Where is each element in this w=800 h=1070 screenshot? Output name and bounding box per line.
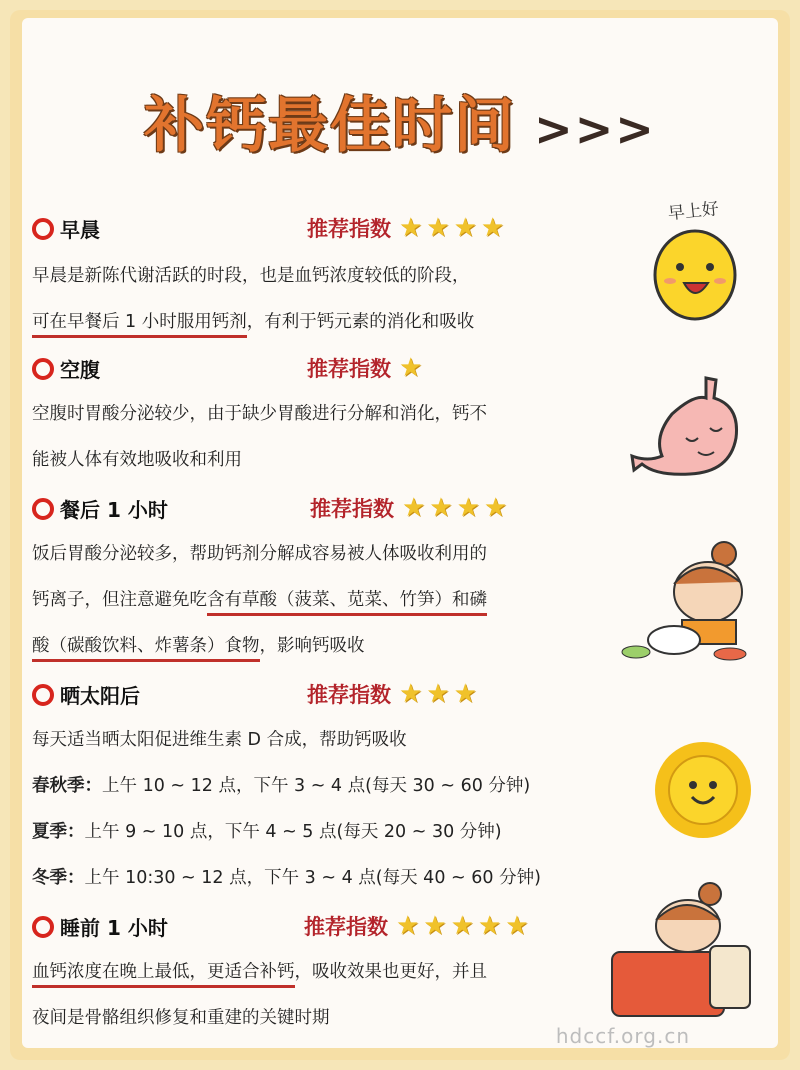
section-heading-empty-stomach: 空腹 (32, 354, 100, 383)
text-line: 冬季：上午 10:30 ~ 12 点，下午 3 ~ 4 点(每天 40 ~ 60 分钟) (32, 868, 541, 888)
star-rating-icon: ★★★ (399, 679, 481, 709)
text-line: 钙离子，但注意避免吃含有草酸（菠菜、苋菜、竹笋）和磷 (32, 586, 487, 611)
text-line: 血钙浓度在晚上最低，更适合补钙，吸收效果也更好，并且 (32, 958, 487, 983)
text-line: 酸（碳酸饮料、炸薯条）食物，影响钙吸收 (32, 632, 365, 657)
sun-icon (648, 735, 758, 845)
rating-sunbath: 推荐指数 ★★★ (307, 679, 481, 709)
girl-eating-icon (612, 540, 762, 670)
rating-bedtime: 推荐指数 ★★★★★ (304, 911, 533, 941)
page-title (0, 78, 800, 164)
text-line: 饭后胃酸分泌较多，帮助钙剂分解成容易被人体吸收利用的 (32, 544, 487, 564)
circle-bullet-icon (32, 916, 54, 938)
text-line: 每天适当晒太阳促进维生素 D 合成，帮助钙吸收 (32, 730, 407, 750)
highlight-text: 含有草酸（菠菜、苋菜、竹笋）和磷 (207, 590, 487, 616)
rating-after-meal: 推荐指数 ★★★★ (310, 493, 512, 523)
star-rating-icon: ★★★★★ (396, 911, 533, 941)
text-line: 空腹时胃酸分泌较少，由于缺少胃酸进行分解和消化，钙不 (32, 404, 487, 424)
star-rating-icon: ★ (399, 353, 427, 383)
rating-morning: 推荐指数 ★★★★ (307, 213, 509, 243)
text-line: 可在早餐后 1 小时服用钙剂，有利于钙元素的消化和吸收 (32, 308, 474, 333)
greeting-text: 早上好 (666, 199, 720, 225)
star-rating-icon: ★★★★ (402, 493, 512, 523)
circle-bullet-icon (32, 684, 54, 706)
text-line: 夏季：上午 9 ~ 10 点，下午 4 ~ 5 点(每天 20 ~ 30 分钟) (32, 822, 502, 842)
rating-empty-stomach: 推荐指数 ★ (307, 353, 427, 383)
highlight-text: 血钙浓度在晚上最低，更适合补钙 (32, 962, 295, 988)
title-arrows: >>> (534, 102, 656, 157)
highlight-text: 可在早餐后 1 小时服用钙剂 (32, 312, 247, 338)
circle-bullet-icon (32, 498, 54, 520)
text-line: 能被人体有效地吸收和利用 (32, 450, 242, 470)
morning-face-icon (640, 195, 750, 335)
section-heading-sunbath: 晒太阳后 (32, 680, 140, 709)
text-line: 春秋季：上午 10 ~ 12 点，下午 3 ~ 4 点(每天 30 ~ 60 分钟) (32, 776, 531, 796)
section-heading-morning: 早晨 (32, 214, 100, 243)
circle-bullet-icon (32, 358, 54, 380)
watermark: hdccf.org.cn (555, 1024, 690, 1048)
title-text: 补钙最佳时间 (144, 91, 517, 161)
stomach-icon (628, 372, 748, 482)
circle-bullet-icon (32, 218, 54, 240)
highlight-text: 酸（碳酸饮料、炸薯条）食物 (32, 636, 260, 662)
text-line: 夜间是骨骼组织修复和重建的关键时期 (32, 1008, 330, 1028)
girl-sleeping-icon (606, 882, 756, 1022)
star-rating-icon: ★★★★ (399, 213, 509, 243)
text-line: 早晨是新陈代谢活跃的时段，也是血钙浓度较低的阶段， (32, 266, 470, 286)
section-heading-bedtime: 睡前 1 小时 (32, 912, 168, 941)
section-heading-after-meal: 餐后 1 小时 (32, 494, 168, 523)
